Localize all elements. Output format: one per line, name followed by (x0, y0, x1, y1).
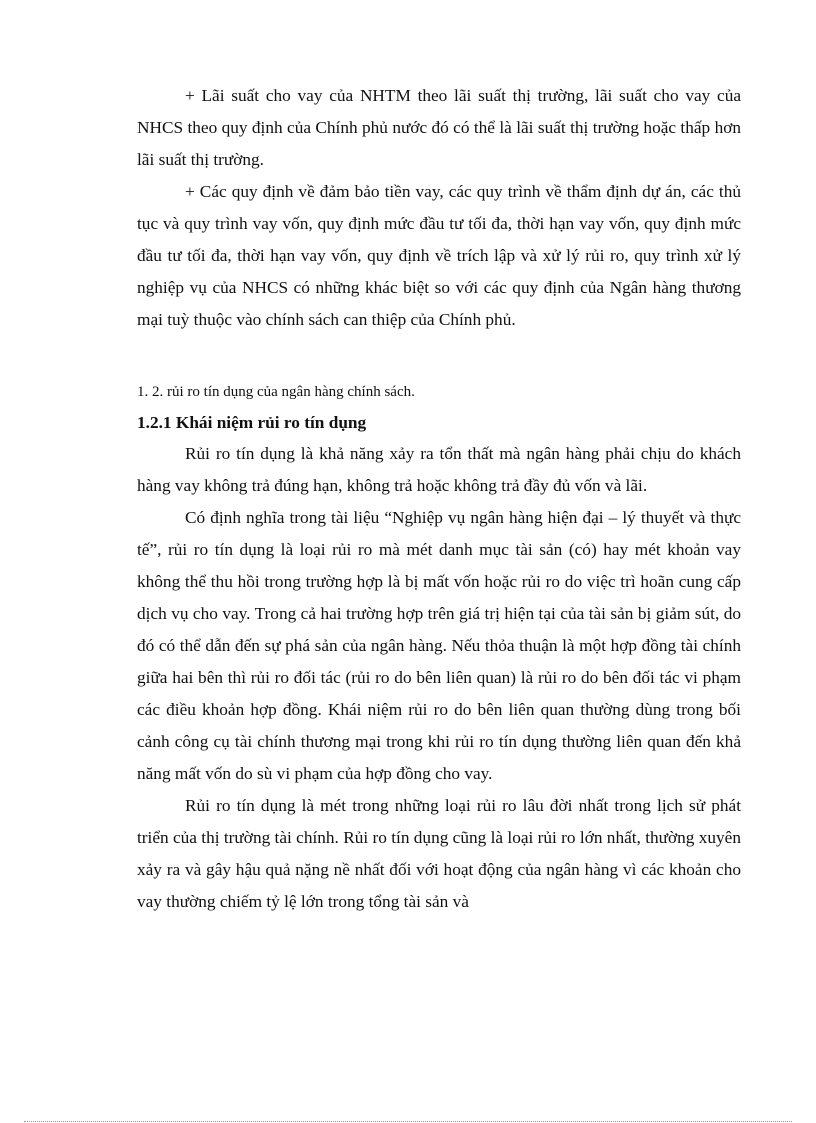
paragraph-regulations: + Các quy định về đảm bảo tiền vay, các quy trình về thẩm định dự án, các thủ tục và quy trình vay vốn, quy định mức đầu tư tối đa, thời hạn vay vốn, quy định mức đầu tư tối đa, thời hạn vay vốn, quy định về trích lập và xử lý rủi ro, quy trình xử lý nghiệp vụ của NHCS có những khác biệt so với các quy định của Ngân hàng thương mại tuỳ thuộc vào chính sách can thiệp của Chính phủ. (137, 182, 741, 329)
section-heading: 1. 2. rủi ro tín dụng của ngân hàng chính sách. (137, 384, 415, 400)
subsection-heading: 1.2.1 Khái niệm rủi ro tín dụng (137, 413, 367, 432)
paragraph-interest-rate: + Lãi suất cho vay của NHTM theo lãi suất thị trường, lãi suất cho vay của NHCS theo quy định của Chính phủ nước đó có thể là lãi suất thị trường hoặc thấp hơn lãi suất thị trường. (137, 86, 741, 169)
document-page (137, 80, 741, 918)
paragraph-modern-banking-definition: Có định nghĩa trong tài liệu “Nghiệp vụ ngân hàng hiện đại – lý thuyết và thực tế”, rủi ro tín dụng là loại rủi ro mà mét danh mục tài sản (có) hay mét khoản vay không thể thu hồi trong trường hợp là bị mất vốn hoặc rủi ro do việc trì hoãn cung cấp dịch vụ cho vay. Trong cả hai trường hợp trên giá trị hiện tại của tài sản bị giảm sút, do đó có thể dẫn đến sự phá sản của ngân hàng. Nếu thỏa thuận là một hợp đồng tài chính giữa hai bên thì rủi ro đối tác (rủi ro do bên liên quan) là rủi ro do bên đối tác vi phạm các điều khoản hợp đồng. Khái niệm rủi ro do bên liên quan thường dùng trong bối cảnh công cụ tài chính thương mại trong khi rủi ro tín dụng thường liên quan đến khả năng mất vốn do sù vi phạm của hợp đồng cho vay. (137, 508, 741, 783)
page-footer-divider (24, 1121, 792, 1122)
spacer (137, 336, 741, 376)
paragraph-credit-risk-definition: Rủi ro tín dụng là khả năng xảy ra tổn thất mà ngân hàng phải chịu do khách hàng vay không trả đúng hạn, không trả hoặc không trả đầy đủ vốn và lãi. (137, 444, 741, 495)
paragraph-oldest-risk: Rủi ro tín dụng là mét trong những loại rủi ro lâu đời nhất trong lịch sử phát triển của thị trường tài chính. Rủi ro tín dụng cũng là loại rủi ro lớn nhất, thường xuyên xảy ra và gây hậu quả nặng nề nhất đối với hoạt động của ngân hàng vì các khoản cho vay thường chiếm tỷ lệ lớn trong tổng tài sản và (137, 796, 741, 911)
